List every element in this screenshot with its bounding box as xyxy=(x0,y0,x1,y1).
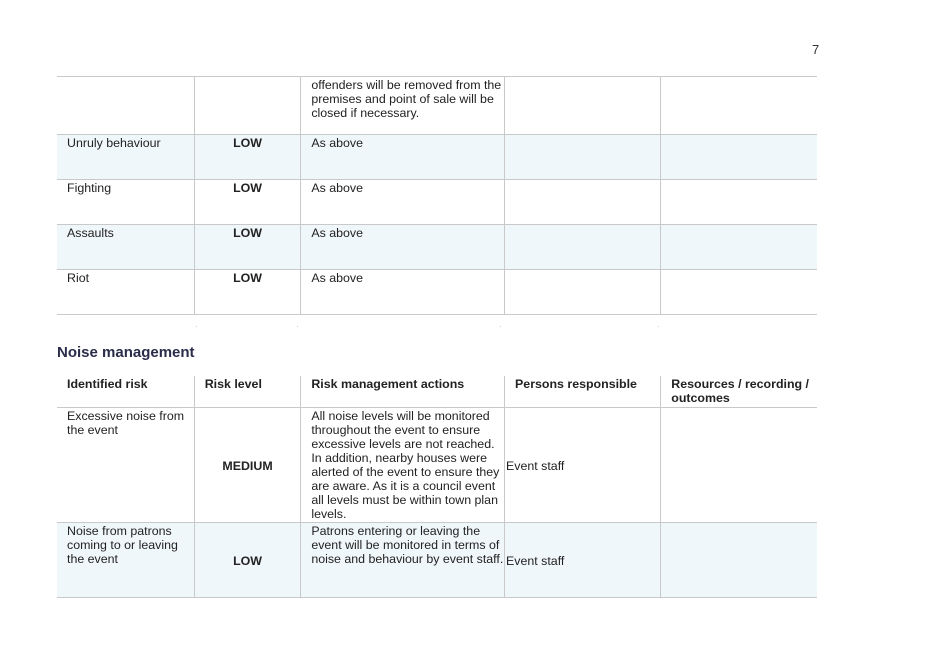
identified-risk-cell: Unruly behaviour xyxy=(57,135,194,180)
persons-responsible-cell xyxy=(505,225,661,270)
table-row xyxy=(57,135,817,180)
identified-risk-cell: Excessive noise from the event xyxy=(57,408,194,523)
persons-responsible-cell: Event staff xyxy=(505,523,661,598)
resources-cell xyxy=(661,77,817,135)
column-marker-dots xyxy=(57,326,817,328)
identified-risk-cell: Noise from patrons coming to or leaving the event xyxy=(57,523,194,598)
header-persons-responsible: Persons responsible xyxy=(505,376,661,408)
persons-responsible-cell xyxy=(505,77,661,135)
risk-actions-cell: As above xyxy=(301,270,505,315)
table-row xyxy=(57,270,817,315)
column-marker xyxy=(500,326,501,327)
risk-level-cell: LOW xyxy=(194,523,301,598)
column-marker xyxy=(196,326,197,327)
risk-level-cell xyxy=(194,77,301,135)
persons-responsible-cell xyxy=(505,135,661,180)
risk-actions-cell: As above xyxy=(301,135,505,180)
resources-cell xyxy=(661,270,817,315)
header-risk-management-actions: Risk management actions xyxy=(301,376,505,408)
column-marker xyxy=(297,326,298,327)
table-row xyxy=(57,408,817,523)
header-risk-level: Risk level xyxy=(194,376,301,408)
risk-level-cell: LOW xyxy=(194,270,301,315)
risk-actions-cell: As above xyxy=(301,225,505,270)
persons-responsible-cell xyxy=(505,270,661,315)
risk-actions-cell: Patrons entering or leaving the event will be monitored in terms of noise and behaviour by event staff. xyxy=(301,523,505,598)
persons-responsible-cell xyxy=(505,180,661,225)
header-resources-recording-outcomes: Resources / recording / outcomes xyxy=(671,377,809,405)
risk-level-cell: LOW xyxy=(194,225,301,270)
table-row xyxy=(57,225,817,270)
risk-actions-cell: offenders will be removed from the premises and point of sale will be closed if necessary. xyxy=(301,77,505,135)
noise-management-table xyxy=(57,376,817,598)
identified-risk-cell xyxy=(57,77,194,135)
resources-cell xyxy=(661,523,817,598)
risk-level-cell: LOW xyxy=(194,180,301,225)
section-heading-noise-management: Noise management xyxy=(57,344,195,361)
resources-cell xyxy=(661,135,817,180)
risk-table-continued xyxy=(57,76,817,315)
risk-actions-cell: All noise levels will be monitored throughout the event to ensure excessive levels are not reached. In addition, nearby houses were alerted of the event to ensure they are aware. As it is a council event all levels must be within town plan levels. xyxy=(301,408,505,523)
risk-actions-cell: As above xyxy=(301,180,505,225)
table-row xyxy=(57,180,817,225)
persons-responsible-cell: Event staff xyxy=(505,408,661,523)
resources-cell xyxy=(661,180,817,225)
resources-cell xyxy=(661,408,817,523)
header-identified-risk: Identified risk xyxy=(57,376,194,408)
identified-risk-cell: Assaults xyxy=(57,225,194,270)
table-header-row xyxy=(57,376,817,408)
table-row xyxy=(57,77,817,135)
risk-level-cell: LOW xyxy=(194,135,301,180)
identified-risk-cell: Riot xyxy=(57,270,194,315)
identified-risk-cell: Fighting xyxy=(57,180,194,225)
column-marker xyxy=(658,326,659,327)
resources-cell xyxy=(661,225,817,270)
page-number: 7 xyxy=(812,42,820,57)
table-row xyxy=(57,523,817,598)
risk-level-cell: MEDIUM xyxy=(194,408,301,523)
